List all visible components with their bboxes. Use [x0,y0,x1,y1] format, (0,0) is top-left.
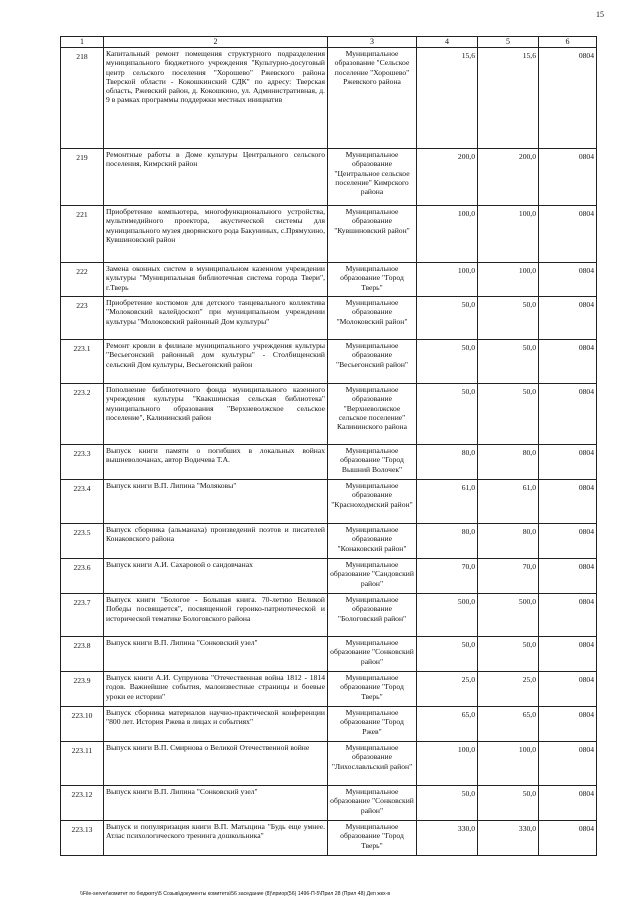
row-number: 222 [61,263,104,297]
row-amount-col4: 100,0 [417,206,478,263]
row-municipality: Муниципальное образование "Город Тверь" [328,672,417,707]
row-description: Выпуск и популяризация книги В.П. Матыцина "Будь еще умнее. Атлас психологического тренинга дошкольника" [104,821,328,856]
table-row [61,340,597,384]
row-description: Капитальный ремонт помещения структурного подразделения муниципального бюджетного учреждения "Культурно-досуговый центр сельского поселения "Хорошево" Ржевского района Тверской области - Кокошкинский СДК" по адресу: Тверская область, Ржевский район, д. Кокошкино, ул. Административная, д. 9 в рамках программы поддержки местных инициатив [104,48,328,149]
row-amount-col4: 80,0 [417,445,478,480]
row-amount-col5: 100,0 [478,263,539,297]
row-code: 0804 [539,263,597,297]
row-code: 0804 [539,637,597,672]
row-municipality: Муниципальное образование "Молоковский район" [328,297,417,340]
row-code: 0804 [539,786,597,821]
table-row [61,821,597,856]
row-municipality: Муниципальное образование "Конаковский район" [328,524,417,559]
row-amount-col4: 70,0 [417,559,478,594]
row-number: 223.3 [61,445,104,480]
row-amount-col4: 50,0 [417,384,478,445]
row-amount-col4: 200,0 [417,149,478,206]
header-row [61,37,597,48]
row-number: 221 [61,206,104,263]
col-header-3: 3 [328,37,417,48]
row-amount-col4: 61,0 [417,480,478,524]
row-municipality: Муниципальное образование "Сонковский район" [328,637,417,672]
row-amount-col5: 80,0 [478,524,539,559]
row-amount-col4: 50,0 [417,340,478,384]
row-number: 223.10 [61,707,104,742]
row-amount-col4: 50,0 [417,297,478,340]
row-description: Выпуск книги В.П. Липина "Сонковский узел" [104,786,328,821]
table-row [61,445,597,480]
row-municipality: Муниципальное образование "Сонковский район" [328,786,417,821]
row-municipality: Муниципальное образование "Город Тверь" [328,821,417,856]
row-code: 0804 [539,480,597,524]
row-description: Выпуск сборника (альманаха) произведений поэтов и писателей Конаковского района [104,524,328,559]
row-municipality: Муниципальное образование "Центральное сельское поселение" Кимрского района [328,149,417,206]
row-number: 223.4 [61,480,104,524]
col-header-6: 6 [539,37,597,48]
row-description: Приобретение компьютера, многофункционального устройства, мультимедийного проектора, акустической системы для муниципального музея дворянского рода Бакуниных, с.Прямухино, Кувшиновский район [104,206,328,263]
row-description: Приобретение костюмов для детского танцевального коллектива "Молоковский калейдоскоп" при муниципальном учреждении культуры "Молоковский районный Дом культуры" [104,297,328,340]
row-description: Ремонтные работы в Доме культуры Центрального сельского поселения, Кимрский район [104,149,328,206]
row-code: 0804 [539,707,597,742]
row-amount-col4: 25,0 [417,672,478,707]
row-municipality: Муниципальное образование "Лихославльский район" [328,742,417,786]
row-number: 223.2 [61,384,104,445]
row-municipality: Муниципальное образование "Сельское поселение "Хорошево" Ржевского района [328,48,417,149]
table-row [61,559,597,594]
row-municipality: Муниципальное образование "Сандовский район" [328,559,417,594]
row-description: Выпуск книги В.П. Смирнова о Великой Отечественной войне [104,742,328,786]
row-number: 223.8 [61,637,104,672]
budget-table [60,36,597,856]
row-amount-col5: 50,0 [478,340,539,384]
row-code: 0804 [539,672,597,707]
row-amount-col5: 500,0 [478,594,539,637]
row-municipality: Муниципальное образование "Город Вышний Волочек" [328,445,417,480]
row-description: Ремонт кровли в филиале муниципального учреждения культуры "Весьегонский районный дом культуры" - Столбищенский сельский Дом культуры, Весьегонский район [104,340,328,384]
table-row [61,594,597,637]
row-number: 223.9 [61,672,104,707]
row-number: 223.6 [61,559,104,594]
row-municipality: Муниципальное образование "Красноходмский район" [328,480,417,524]
table-row [61,480,597,524]
row-description: Выпуск книги В.П. Липина "Моляковы" [104,480,328,524]
row-municipality: Муниципальное образование "Город Тверь" [328,263,417,297]
table-row [61,742,597,786]
row-amount-col5: 50,0 [478,637,539,672]
row-amount-col5: 70,0 [478,559,539,594]
col-header-1: 1 [61,37,104,48]
row-number: 223.1 [61,340,104,384]
row-number: 223.5 [61,524,104,559]
row-amount-col4: 500,0 [417,594,478,637]
row-amount-col5: 50,0 [478,297,539,340]
row-description: Пополнение библиотечного фонда муниципального казенного учреждения культуры "Квакшинская сельская библиотека" муниципального образования "Верхневолжское сельское поселение", Калининский район [104,384,328,445]
row-description: Выпуск книги А.И. Супрунова "Отечественная война 1812 - 1814 годов. Важнейшие события, малоизвестные страницы и боевые уроки ее истории" [104,672,328,707]
row-municipality: Муниципальное образование "Верхневолжское сельское поселение" Калининского района [328,384,417,445]
row-amount-col4: 15,6 [417,48,478,149]
row-municipality: Муниципальное образование "Бологовский район" [328,594,417,637]
row-municipality: Муниципальное образование "Кувшиновский район" [328,206,417,263]
row-amount-col5: 100,0 [478,206,539,263]
row-description: Выпуск книги А.И. Сахаровой о сандовчанах [104,559,328,594]
table-row [61,637,597,672]
row-code: 0804 [539,149,597,206]
row-description: Выпуск книги памяти о погибших в локальных войнах вышневолочанах, автор Водичева Т.А. [104,445,328,480]
row-amount-col5: 50,0 [478,786,539,821]
table-row [61,149,597,206]
row-code: 0804 [539,821,597,856]
table-row [61,384,597,445]
col-header-5: 5 [478,37,539,48]
row-code: 0804 [539,384,597,445]
row-code: 0804 [539,559,597,594]
row-code: 0804 [539,48,597,149]
row-amount-col5: 65,0 [478,707,539,742]
row-amount-col4: 50,0 [417,637,478,672]
row-amount-col5: 61,0 [478,480,539,524]
row-amount-col5: 330,0 [478,821,539,856]
table-row [61,524,597,559]
row-description: Замена оконных систем в муниципальном казенном учреждении культуры "Муниципальная библиотечная система города Твери", г.Тверь [104,263,328,297]
row-number: 219 [61,149,104,206]
row-code: 0804 [539,594,597,637]
row-amount-col4: 330,0 [417,821,478,856]
row-code: 0804 [539,524,597,559]
row-code: 0804 [539,445,597,480]
row-amount-col4: 80,0 [417,524,478,559]
table-row [61,48,597,149]
row-amount-col5: 50,0 [478,384,539,445]
table-row [61,786,597,821]
col-header-2: 2 [104,37,328,48]
file-path-footer: \\File-server\комитет по бюджету\5 Созыв\документы комитета\56 заседание (8)\приор(56) 1496-П-5\Прил 28 (Прил 48) Деп жкх-в [80,891,391,897]
row-number: 223.13 [61,821,104,856]
row-number: 223.11 [61,742,104,786]
row-code: 0804 [539,297,597,340]
row-municipality: Муниципальное образование "Город Ржев" [328,707,417,742]
row-number: 223.7 [61,594,104,637]
table-row [61,707,597,742]
page-number: 15 [596,10,604,19]
row-code: 0804 [539,742,597,786]
row-description: Выпуск книги В.П. Липина "Сонковский узел" [104,637,328,672]
row-amount-col4: 100,0 [417,742,478,786]
table-row [61,297,597,340]
row-number: 223 [61,297,104,340]
col-header-4: 4 [417,37,478,48]
row-number: 223.12 [61,786,104,821]
table-row [61,263,597,297]
table-row [61,206,597,263]
row-amount-col4: 50,0 [417,786,478,821]
row-amount-col5: 100,0 [478,742,539,786]
row-amount-col5: 80,0 [478,445,539,480]
row-amount-col4: 100,0 [417,263,478,297]
row-number: 218 [61,48,104,149]
row-description: Выпуск сборника материалов научно-практической конференции "800 лет. История Ржева в лицах и событиях" [104,707,328,742]
row-code: 0804 [539,206,597,263]
row-code: 0804 [539,340,597,384]
row-amount-col4: 65,0 [417,707,478,742]
row-amount-col5: 200,0 [478,149,539,206]
row-amount-col5: 15,6 [478,48,539,149]
table-row [61,672,597,707]
row-municipality: Муниципальное образование "Весьегонский район" [328,340,417,384]
row-amount-col5: 25,0 [478,672,539,707]
row-description: Выпуск книги "Бологое - Большая книга. 70-летию Великой Победы посвящается", посвященной героико-патриотической и исторической тематике Бологовского района [104,594,328,637]
